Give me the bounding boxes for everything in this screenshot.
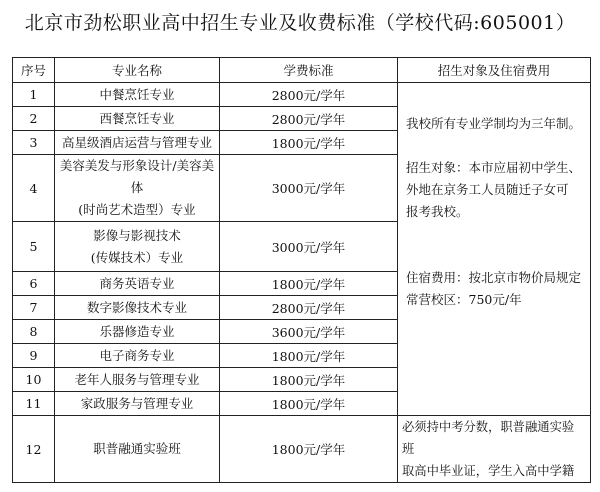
tuition-fee: 3000元/学年 bbox=[220, 155, 398, 222]
row-number: 7 bbox=[13, 296, 55, 320]
info-target-line1: 招生对象：本市应届初中学生、 bbox=[406, 160, 582, 175]
tuition-fee: 1800元/学年 bbox=[220, 344, 398, 368]
major-name-line2: (传媒技术）专业 bbox=[90, 249, 184, 265]
row-number: 4 bbox=[13, 155, 55, 222]
table-row bbox=[13, 416, 591, 483]
major-name: 老年人服务与管理专业 bbox=[55, 368, 220, 392]
info-target-line2: 外地在京务工人员随迁子女可 bbox=[406, 182, 569, 197]
tuition-fee: 1800元/学年 bbox=[220, 392, 398, 416]
major-name: 西餐烹饪专业 bbox=[55, 107, 220, 131]
header-fee: 学费标准 bbox=[220, 58, 398, 83]
tuition-fee: 1800元/学年 bbox=[220, 368, 398, 392]
header-index: 序号 bbox=[13, 58, 55, 83]
row-number: 10 bbox=[13, 368, 55, 392]
major-name: 中餐烹饪专业 bbox=[55, 83, 220, 107]
row-number: 12 bbox=[13, 416, 55, 483]
major-name-line1: 影像与影视技术 bbox=[93, 227, 181, 243]
info-target-line3: 报考我校。 bbox=[406, 204, 469, 219]
tuition-fee: 1800元/学年 bbox=[220, 131, 398, 155]
row-number: 8 bbox=[13, 320, 55, 344]
tuition-fee: 2800元/学年 bbox=[220, 107, 398, 131]
row-number: 3 bbox=[13, 131, 55, 155]
major-name: 职普融通实验班 bbox=[55, 416, 220, 483]
major-name bbox=[55, 222, 220, 272]
pilot-class-note bbox=[398, 416, 591, 483]
table-row bbox=[13, 83, 591, 107]
enrollment-info bbox=[398, 83, 591, 416]
tuition-fee: 2800元/学年 bbox=[220, 296, 398, 320]
tuition-fee: 1800元/学年 bbox=[220, 272, 398, 296]
info-dorm-line1: 住宿费用：按北京市物价局规定 bbox=[406, 270, 582, 285]
tuition-fee: 2800元/学年 bbox=[220, 83, 398, 107]
page-title: 北京市劲松职业高中招生专业及收费标准（学校代码:605001） bbox=[24, 12, 576, 34]
row-number: 11 bbox=[13, 392, 55, 416]
major-name: 数字影像技术专业 bbox=[55, 296, 220, 320]
major-name: 电子商务专业 bbox=[55, 344, 220, 368]
note-line2: 取高中毕业证，学生入高中学籍 bbox=[402, 464, 575, 478]
note-line1: 必须持中考分数，职普融通实验班 bbox=[402, 420, 575, 456]
row-number: 2 bbox=[13, 107, 55, 131]
row-number: 9 bbox=[13, 344, 55, 368]
row-number: 6 bbox=[13, 272, 55, 296]
info-dorm-line2: 常营校区：750元/年 bbox=[406, 292, 522, 307]
major-name: 家政服务与管理专业 bbox=[55, 392, 220, 416]
fee-table bbox=[12, 57, 591, 483]
major-name-line2: (时尚艺术造型）专业 bbox=[78, 202, 196, 217]
tuition-fee: 3000元/学年 bbox=[220, 222, 398, 272]
tuition-fee: 1800元/学年 bbox=[220, 416, 398, 483]
tuition-fee: 3600元/学年 bbox=[220, 320, 398, 344]
table-header-row bbox=[13, 58, 591, 83]
info-duration: 我校所有专业学制均为三年制。 bbox=[406, 116, 582, 131]
header-major: 专业名称 bbox=[55, 58, 220, 83]
major-name: 乐器修造专业 bbox=[55, 320, 220, 344]
major-name: 高星级酒店运营与管理专业 bbox=[55, 131, 220, 155]
major-name-line1: 美容美发与形象设计/美容美体 bbox=[59, 158, 215, 195]
row-number: 5 bbox=[13, 222, 55, 272]
row-number: 1 bbox=[13, 83, 55, 107]
major-name bbox=[55, 155, 220, 222]
major-name: 商务英语专业 bbox=[55, 272, 220, 296]
header-info: 招生对象及住宿费用 bbox=[398, 58, 591, 83]
